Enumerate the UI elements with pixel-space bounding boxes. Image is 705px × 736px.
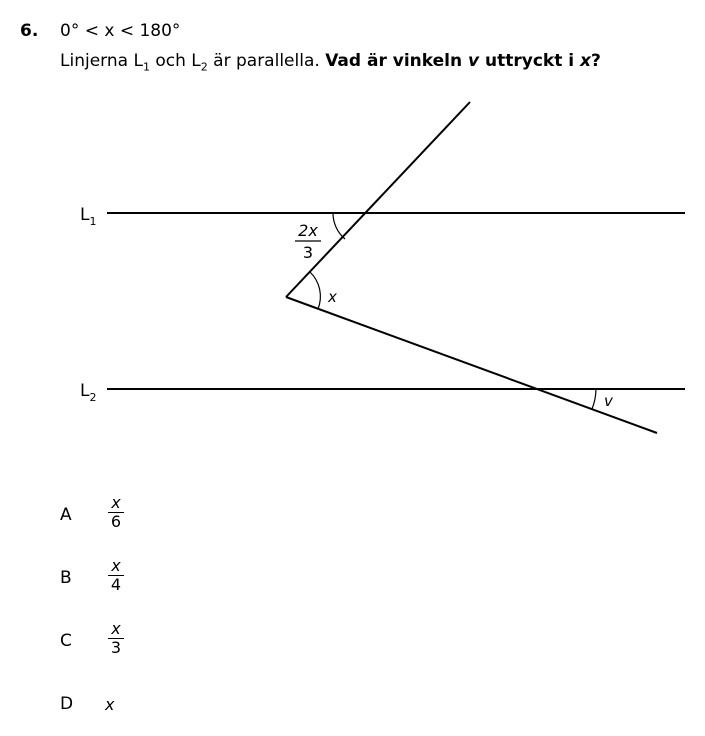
angle-top-numerator: 2x — [298, 221, 318, 240]
bold-question: Vad är vinkeln v uttryckt i x? — [325, 51, 601, 71]
label-l1: $L_1$ — [80, 205, 97, 228]
upper-ray — [286, 102, 470, 297]
are-parallel-text: är parallella. — [213, 51, 320, 71]
angle-vertex-label: x — [328, 288, 337, 306]
line1-ref: $L_1$ — [133, 51, 150, 74]
option-a-value: $\frac{x}{6}$ — [104, 494, 128, 531]
option-a-letter: A — [60, 505, 72, 525]
angle-arc-vertex — [310, 272, 320, 309]
angle-top-denominator: 3 — [302, 243, 314, 262]
option-c-value: $\frac{x}{3}$ — [104, 620, 128, 657]
angle-arc-bottom — [592, 389, 596, 409]
and-word: och — [155, 51, 186, 71]
option-d-value: x — [105, 695, 115, 714]
option-d-letter: D — [60, 694, 74, 714]
question-number: 6. — [20, 21, 39, 41]
option-b-value: $\frac{x}{4}$ — [104, 557, 128, 594]
line2-ref: $L_2$ — [191, 51, 208, 74]
label-l2: $L_2$ — [80, 381, 97, 404]
angle-bottom-label: v — [604, 392, 613, 410]
option-b-letter: B — [60, 568, 72, 588]
question-condition: 0° < x < 180° — [60, 21, 181, 41]
lower-ray — [286, 297, 657, 433]
text-lines-word: Linjerna — [60, 51, 129, 71]
option-c-letter: C — [60, 631, 72, 651]
